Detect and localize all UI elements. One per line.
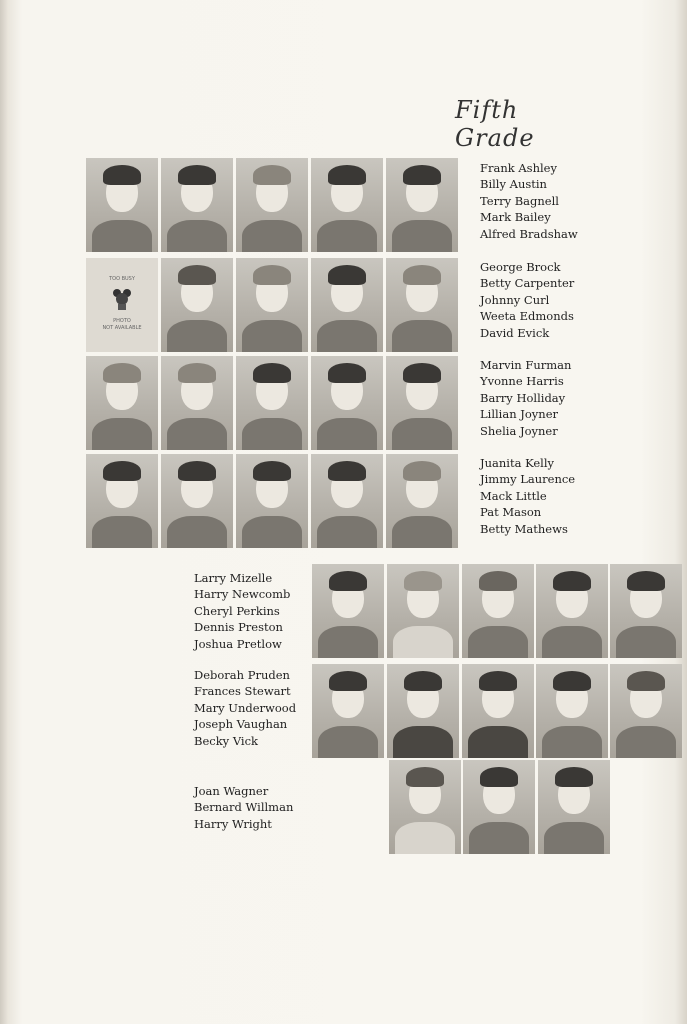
student-name: Mark Bailey xyxy=(480,210,551,225)
student-photo xyxy=(236,454,308,548)
student-photo xyxy=(386,454,458,548)
photo-not-available xyxy=(86,258,158,352)
student-name: Mack Little xyxy=(480,488,547,503)
student-name: Joseph Vaughan xyxy=(194,717,288,732)
student-name: Becky Vick xyxy=(194,733,259,748)
student-name: Frances Stewart xyxy=(194,684,291,699)
name-list xyxy=(480,455,575,537)
student-name: Weeta Edmonds xyxy=(480,309,574,324)
student-photo xyxy=(386,158,458,252)
student-photo xyxy=(86,454,158,548)
name-list xyxy=(480,357,571,439)
name-list xyxy=(194,667,296,749)
student-name: Joan Wagner xyxy=(194,784,269,798)
student-photo xyxy=(538,760,610,854)
student-photo xyxy=(311,258,383,352)
student-name: Jimmy Laurence xyxy=(480,472,576,487)
student-photo xyxy=(463,760,535,854)
student-name: George Brock xyxy=(480,260,561,274)
student-photo xyxy=(536,664,608,758)
student-name: Harry Wright xyxy=(194,816,272,831)
student-photo xyxy=(161,258,233,352)
name-list xyxy=(194,570,290,652)
student-photo xyxy=(312,664,384,758)
student-photo xyxy=(312,564,384,658)
student-photo xyxy=(610,564,682,658)
student-name: Betty Mathews xyxy=(480,521,568,536)
student-photo xyxy=(536,564,608,658)
student-photo xyxy=(387,564,459,658)
student-name: Betty Carpenter xyxy=(480,276,575,291)
student-name: Marvin Furman xyxy=(480,358,572,372)
student-name: Lillian Joyner xyxy=(480,407,559,422)
student-name: Dennis Preston xyxy=(194,620,283,635)
student-name: Larry Mizelle xyxy=(194,571,273,585)
too-busy-caption: TOO BUSY xyxy=(109,276,135,282)
student-photo xyxy=(236,158,308,252)
student-photo xyxy=(462,564,534,658)
student-name: Juanita Kelly xyxy=(480,456,555,470)
student-photo xyxy=(311,356,383,450)
student-name: Billy Austin xyxy=(480,177,547,192)
page-title: Fifth Grade xyxy=(455,96,535,152)
student-name: Alfred Bradshaw xyxy=(480,226,578,241)
student-photo xyxy=(236,356,308,450)
student-name: Yvonne Harris xyxy=(480,374,564,389)
student-name: Harry Newcomb xyxy=(194,587,291,602)
student-name: Bernard Willman xyxy=(194,800,294,815)
student-name: Shelia Joyner xyxy=(480,423,558,438)
student-photo xyxy=(387,664,459,758)
student-photo xyxy=(386,356,458,450)
student-name: Frank Ashley xyxy=(480,161,557,175)
student-photo xyxy=(86,158,158,252)
student-name: Deborah Pruden xyxy=(194,668,290,682)
student-name: Cheryl Perkins xyxy=(194,603,280,618)
student-name: Barry Holliday xyxy=(480,390,566,405)
student-photo xyxy=(161,158,233,252)
student-photo xyxy=(386,258,458,352)
student-name: Pat Mason xyxy=(480,505,542,520)
student-photo xyxy=(161,454,233,548)
student-name: Johnny Curl xyxy=(480,292,550,307)
name-list xyxy=(480,160,578,242)
student-photo xyxy=(389,760,461,854)
student-name: Terry Bagnell xyxy=(480,193,559,208)
not-available-caption: PHOTO NOT AVAILABLE xyxy=(102,318,142,331)
student-photo xyxy=(86,356,158,450)
student-name: Joshua Pretlow xyxy=(194,636,282,651)
student-photo xyxy=(610,664,682,758)
student-name: David Evick xyxy=(480,325,550,340)
student-photo xyxy=(236,258,308,352)
student-photo xyxy=(311,158,383,252)
student-photo xyxy=(161,356,233,450)
name-list xyxy=(194,783,293,832)
student-name: Mary Underwood xyxy=(194,700,297,715)
cartoon-mouse-icon xyxy=(112,288,132,310)
student-photo xyxy=(311,454,383,548)
student-photo xyxy=(462,664,534,758)
name-list xyxy=(480,259,574,341)
